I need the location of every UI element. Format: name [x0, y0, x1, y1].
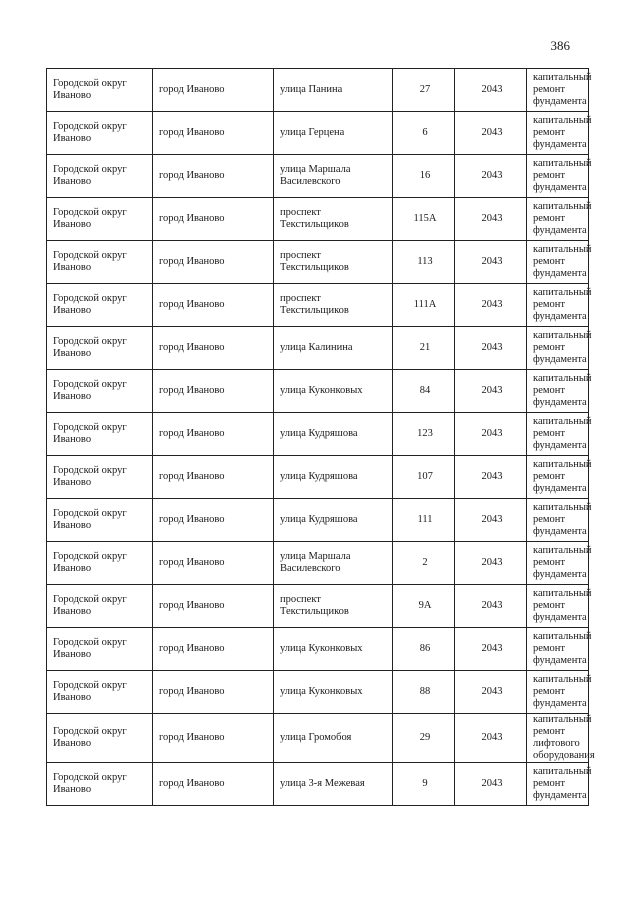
work-type-cell: капитальный ремонт фундамента [527, 413, 589, 456]
year-cell: 2043 [455, 628, 527, 671]
street-cell: улица Куконковых [274, 671, 393, 714]
city-cell: город Иваново [153, 763, 274, 806]
work-type-cell: капитальный ремонт фундамента [527, 198, 589, 241]
city-cell: город Иваново [153, 628, 274, 671]
street-cell: улица Маршала Василевского [274, 155, 393, 198]
year-cell: 2043 [455, 155, 527, 198]
table-row [47, 628, 589, 671]
house-number-cell: 2 [393, 542, 455, 585]
city-cell: город Иваново [153, 456, 274, 499]
city-cell: город Иваново [153, 413, 274, 456]
table-row [47, 542, 589, 585]
city-cell: город Иваново [153, 499, 274, 542]
street-cell: улица Герцена [274, 112, 393, 155]
work-type-cell: капитальный ремонт фундамента [527, 241, 589, 284]
work-type-cell: капитальный ремонт фундамента [527, 69, 589, 112]
house-number-cell: 88 [393, 671, 455, 714]
house-number-cell: 113 [393, 241, 455, 284]
house-number-cell: 9А [393, 585, 455, 628]
table-row [47, 763, 589, 806]
house-number-cell: 6 [393, 112, 455, 155]
table-row [47, 112, 589, 155]
work-type-cell: капитальный ремонт фундамента [527, 585, 589, 628]
city-cell: город Иваново [153, 241, 274, 284]
year-cell: 2043 [455, 69, 527, 112]
district-cell: Городской округ Иваново [47, 284, 153, 327]
work-type-cell: капитальный ремонт лифтового оборудования [527, 714, 589, 763]
district-cell: Городской округ Иваново [47, 628, 153, 671]
house-number-cell: 29 [393, 714, 455, 763]
table-row [47, 284, 589, 327]
year-cell: 2043 [455, 542, 527, 585]
street-cell: улица Кудряшова [274, 456, 393, 499]
street-cell: улица Маршала Василевского [274, 542, 393, 585]
work-type-cell: капитальный ремонт фундамента [527, 499, 589, 542]
table-row [47, 69, 589, 112]
work-type-cell: капитальный ремонт фундамента [527, 155, 589, 198]
house-number-cell: 16 [393, 155, 455, 198]
city-cell: город Иваново [153, 155, 274, 198]
house-number-cell: 111 [393, 499, 455, 542]
district-cell: Городской округ Иваново [47, 456, 153, 499]
district-cell: Городской округ Иваново [47, 370, 153, 413]
district-cell: Городской округ Иваново [47, 499, 153, 542]
year-cell: 2043 [455, 763, 527, 806]
year-cell: 2043 [455, 198, 527, 241]
table-row [47, 456, 589, 499]
work-type-cell: капитальный ремонт фундамента [527, 763, 589, 806]
district-cell: Городской округ Иваново [47, 112, 153, 155]
work-type-cell: капитальный ремонт фундамента [527, 370, 589, 413]
year-cell: 2043 [455, 499, 527, 542]
year-cell: 2043 [455, 112, 527, 155]
district-cell: Городской округ Иваново [47, 69, 153, 112]
work-type-cell: капитальный ремонт фундамента [527, 671, 589, 714]
table-row [47, 413, 589, 456]
city-cell: город Иваново [153, 370, 274, 413]
work-type-cell: капитальный ремонт фундамента [527, 628, 589, 671]
city-cell: город Иваново [153, 585, 274, 628]
street-cell: улица 3-я Межевая [274, 763, 393, 806]
street-cell: улица Кудряшова [274, 413, 393, 456]
house-number-cell: 86 [393, 628, 455, 671]
work-type-cell: капитальный ремонт фундамента [527, 327, 589, 370]
city-cell: город Иваново [153, 542, 274, 585]
district-cell: Городской округ Иваново [47, 198, 153, 241]
page-number: 386 [550, 38, 570, 53]
house-number-cell: 27 [393, 69, 455, 112]
district-cell: Городской округ Иваново [47, 585, 153, 628]
street-cell: проспект Текстильщиков [274, 585, 393, 628]
table-row [47, 499, 589, 542]
house-number-cell: 111А [393, 284, 455, 327]
year-cell: 2043 [455, 585, 527, 628]
table-row [47, 585, 589, 628]
city-cell: город Иваново [153, 284, 274, 327]
street-cell: улица Куконковых [274, 370, 393, 413]
year-cell: 2043 [455, 413, 527, 456]
city-cell: город Иваново [153, 198, 274, 241]
year-cell: 2043 [455, 456, 527, 499]
street-cell: улица Громобоя [274, 714, 393, 763]
house-number-cell: 9 [393, 763, 455, 806]
year-cell: 2043 [455, 284, 527, 327]
street-cell: улица Куконковых [274, 628, 393, 671]
street-cell: проспект Текстильщиков [274, 241, 393, 284]
table-row [47, 155, 589, 198]
district-cell: Городской округ Иваново [47, 671, 153, 714]
table-row [47, 241, 589, 284]
work-type-cell: капитальный ремонт фундамента [527, 284, 589, 327]
house-number-cell: 84 [393, 370, 455, 413]
street-cell: улица Кудряшова [274, 499, 393, 542]
house-number-cell: 123 [393, 413, 455, 456]
district-cell: Городской округ Иваново [47, 327, 153, 370]
district-cell: Городской округ Иваново [47, 714, 153, 763]
work-type-cell: капитальный ремонт фундамента [527, 456, 589, 499]
district-cell: Городской округ Иваново [47, 155, 153, 198]
repair-schedule-table [46, 68, 595, 806]
table-body [47, 69, 595, 806]
city-cell: город Иваново [153, 714, 274, 763]
district-cell: Городской округ Иваново [47, 763, 153, 806]
table-row [47, 714, 589, 763]
table-row [47, 198, 589, 241]
table-row [47, 671, 589, 714]
table-row [47, 327, 589, 370]
city-cell: город Иваново [153, 69, 274, 112]
street-cell: улица Калинина [274, 327, 393, 370]
house-number-cell: 115А [393, 198, 455, 241]
street-cell: улица Панина [274, 69, 393, 112]
street-cell: проспект Текстильщиков [274, 284, 393, 327]
work-type-cell: капитальный ремонт фундамента [527, 542, 589, 585]
district-cell: Городской округ Иваново [47, 241, 153, 284]
district-cell: Городской округ Иваново [47, 542, 153, 585]
year-cell: 2043 [455, 671, 527, 714]
work-type-cell: капитальный ремонт фундамента [527, 112, 589, 155]
house-number-cell: 107 [393, 456, 455, 499]
street-cell: проспект Текстильщиков [274, 198, 393, 241]
year-cell: 2043 [455, 370, 527, 413]
city-cell: город Иваново [153, 112, 274, 155]
year-cell: 2043 [455, 327, 527, 370]
district-cell: Городской округ Иваново [47, 413, 153, 456]
house-number-cell: 21 [393, 327, 455, 370]
year-cell: 2043 [455, 714, 527, 763]
city-cell: город Иваново [153, 671, 274, 714]
city-cell: город Иваново [153, 327, 274, 370]
year-cell: 2043 [455, 241, 527, 284]
table-row [47, 370, 589, 413]
